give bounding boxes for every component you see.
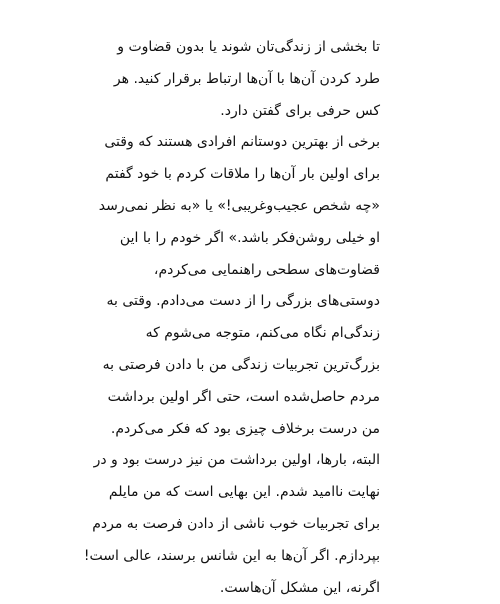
text-line: تا بخشی از زندگی‌تان شوند یا بدون قضاوت و xyxy=(117,39,380,55)
text-line: او خیلی روشن‌فکر باشد.» اگر خودم را با این xyxy=(119,229,380,246)
text-line: اگرنه، این مشکل آن‌هاست. xyxy=(219,579,380,596)
text-line: نهایت ناامید شدم. این بهایی است که من مایلم xyxy=(108,484,380,501)
text-line: «چه شخص عجیب‌وغریبی!» یا «به نظر نمی‌رسد xyxy=(98,197,380,214)
text-line: بپردازم. اگر آن‌ها به این شانس برسند، عالی است! xyxy=(83,547,380,564)
text-line: قضاوت‌های سطحی راهنمایی می‌کردم، xyxy=(153,261,380,278)
text-line: زندگی‌ام نگاه می‌کنم، متوجه می‌شوم که xyxy=(145,325,380,342)
text-line: برخی از بهترین دوستانم افرادی هستند که وقتی xyxy=(104,134,380,151)
text-line: برای تجربیات خوب ناشی از دادن فرصت به مردم xyxy=(92,515,380,532)
text-line: من درست برخلاف چیزی بود که فکر می‌کردم. xyxy=(110,420,380,437)
text-line: برای اولین بار آن‌ها را ملاقات کردم با خود گفتم xyxy=(105,166,380,183)
body-text xyxy=(83,32,380,604)
text-line: البته، بارها، اولین برداشت من نیز درست بود و در xyxy=(93,452,380,469)
text-line: کس حرفی برای گفتن دارد. xyxy=(220,102,380,119)
text-line: بزرگ‌ترین تجربیات زندگی من با دادن فرصتی به xyxy=(102,356,380,373)
text-line: دوستی‌های بزرگی را از دست می‌دادم. وقتی به xyxy=(106,293,380,310)
text-line: مردم حاصل‌شده است، حتی اگر اولین برداشت xyxy=(107,388,380,405)
text-line: طرد کردن آن‌ها با آن‌ها ارتباط برقرار کنید. هر xyxy=(113,70,380,87)
